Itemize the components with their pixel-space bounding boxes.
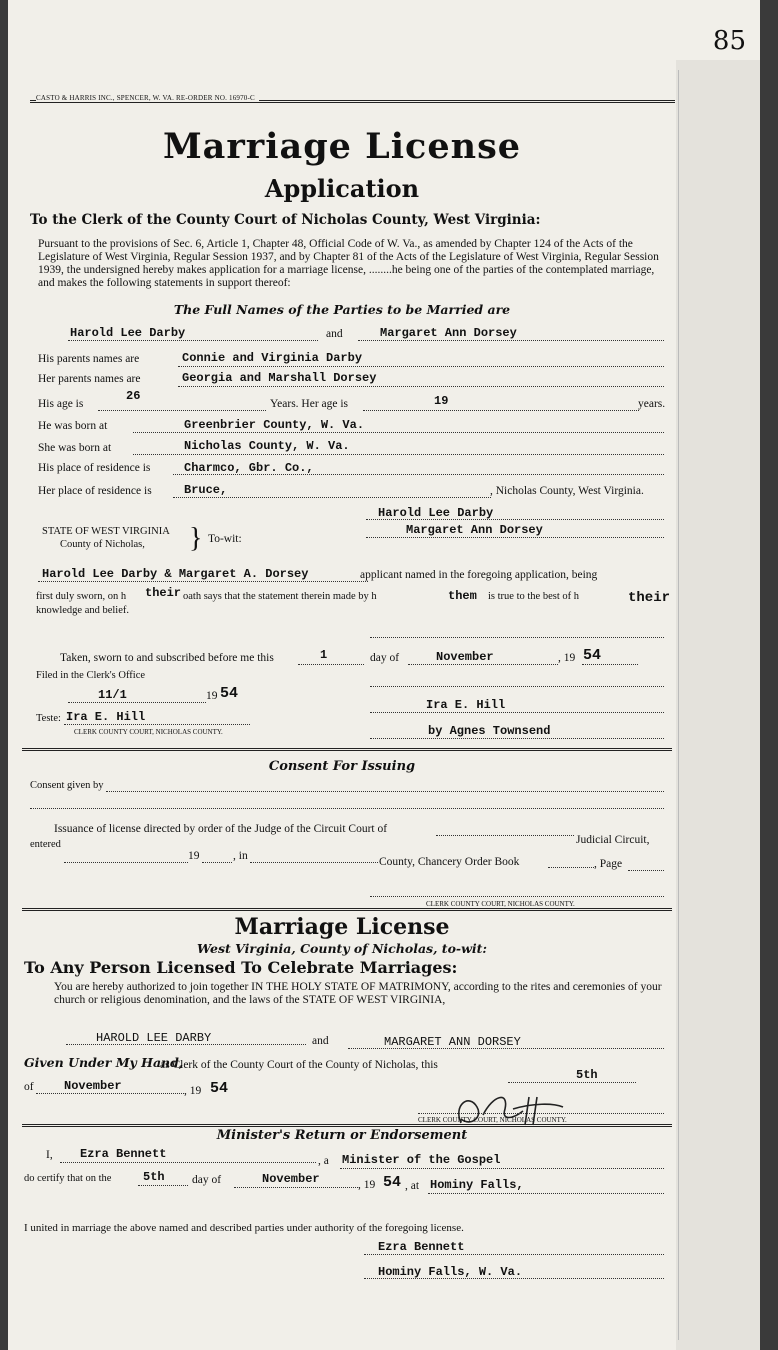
oath-their-1: their — [145, 586, 182, 600]
given-year-prefix: , 19 — [184, 1085, 202, 1097]
filed-label: Filed in the Clerk's Office — [36, 670, 146, 681]
oath-names: Harold Lee Darby & Margaret A. Dorsey — [42, 567, 309, 581]
applicant-signature-bride: Margaret Ann Dorsey — [406, 523, 543, 537]
consent-line-2 — [30, 808, 664, 809]
he-born: Greenbrier County, W. Va. — [184, 418, 365, 432]
his-parents-label: His parents names are — [38, 353, 140, 365]
given-day-line — [508, 1082, 636, 1083]
her-parents-label: Her parents names are — [38, 373, 141, 385]
entered-year-prefix: 19 — [188, 850, 200, 862]
section-rule-2 — [22, 908, 672, 911]
she-born-line — [133, 454, 664, 455]
sworn-label: Taken, sworn to and subscribed before me this — [60, 652, 274, 664]
his-residence: Charmco, Gbr. Co., — [184, 461, 314, 475]
entered-label: entered — [30, 839, 61, 850]
intro-paragraph: Pursuant to the provisions of Sec. 6, Article 1, Chapter 48, Official Code of W. Va., as amended by Chapter 124 of the Acts of the Legislature of West Virginia, Regular Session 1937, and by Chapter 81 of the Acts of the Legislature of West Virginia, Regular Session 1939, the undersigned hereby makes application for a marriage license, ........he being one of the parties of the contemplated marriage, and makes the following statements in support thereof: — [38, 238, 659, 289]
license-bride: MARGARET ANN DORSEY — [384, 1035, 521, 1049]
adjacent-page-edge — [676, 60, 760, 1350]
license-to: To Any Person Licensed To Celebrate Marriages: — [24, 958, 458, 977]
entered-line — [64, 862, 188, 863]
brace-symbol: } — [189, 523, 203, 554]
license-county: West Virginia, County of Nicholas, to-wit: — [197, 941, 487, 956]
he-born-label: He was born at — [38, 420, 108, 432]
given-under: Given Under My Hand, — [24, 1055, 184, 1070]
filed-year: 54 — [220, 685, 239, 702]
a-label: , a — [318, 1155, 329, 1167]
license-clerk-line — [418, 1113, 664, 1114]
teste-label: Teste: — [36, 713, 61, 724]
married-place: Hominy Falls, — [430, 1178, 524, 1192]
minister-title: Minister of the Gospel — [342, 1153, 501, 1167]
filed-date: 11/1 — [98, 688, 127, 702]
bride-name: Margaret Ann Dorsey — [380, 326, 517, 340]
given-month-line — [36, 1093, 184, 1094]
oath-text-2c: is true to the best of h — [488, 591, 579, 602]
i-label: I, — [46, 1149, 53, 1161]
oath-sig-line — [370, 637, 664, 638]
form-subtitle: Application — [264, 174, 420, 203]
his-parents: Connie and Virginia Darby — [182, 351, 363, 365]
clerk-caption-2: CLERK COUNTY COURT, NICHOLAS COUNTY. — [426, 900, 575, 908]
oath-text-1: applicant named in the foregoing application, being — [360, 569, 598, 581]
married-month: November — [262, 1172, 320, 1186]
his-age-line — [98, 410, 266, 411]
applicant-signature-groom: Harold Lee Darby — [378, 506, 494, 520]
applicant-sig-line-2 — [366, 537, 664, 538]
sworn-year: 54 — [583, 647, 602, 664]
married-place-line — [428, 1193, 664, 1194]
minister-heading: Minister's Return or Endorsement — [216, 1128, 468, 1143]
his-parents-line — [178, 366, 664, 367]
clerk-sig-line — [370, 712, 664, 713]
her-residence-label: Her place of residence is — [38, 485, 152, 497]
clerk-signature: Ira E. Hill — [426, 698, 506, 712]
her-residence-suffix: , Nicholas County, West Virginia. — [490, 485, 644, 497]
and-label: and — [326, 328, 343, 340]
married-day-of: day of — [192, 1174, 222, 1186]
form-title: Marriage License — [162, 126, 522, 167]
oath-text-2a: first duly sworn, on h — [36, 591, 127, 602]
sworn-month-line — [408, 664, 558, 665]
clerk-blank-line — [370, 686, 664, 687]
her-age: 19 — [434, 394, 449, 408]
filed-year-prefix: 19 — [206, 690, 218, 702]
oath-their-2: their — [628, 590, 671, 606]
deputy-sig-line — [370, 738, 664, 739]
minister-title-line — [340, 1168, 664, 1169]
document-page — [8, 0, 760, 1350]
oath-text-3: knowledge and belief. — [36, 605, 130, 616]
she-born: Nicholas County, W. Va. — [184, 439, 350, 453]
day-of-label: day of — [370, 652, 400, 664]
county-label: County of Nicholas, — [60, 539, 145, 550]
license-groom: HAROLD LEE DARBY — [96, 1031, 212, 1045]
consent-heading: Consent For Issuing — [268, 759, 416, 774]
given-text: as Clerk of the County Court of the County of Nicholas, this — [160, 1059, 438, 1071]
oath-text-2b: oath says that the statement therein made by h — [183, 591, 377, 602]
teste-name: Ira E. Hill — [66, 710, 146, 724]
license-paragraph: You are hereby authorized to join together IN THE HOLY STATE OF MATRIMONY, according to the rites and ceremonies of your church or religious denomination, and the laws of the STATE OF WEST VIRGINIA, — [54, 981, 662, 1006]
minister-name: Ezra Bennett — [80, 1147, 167, 1161]
page-number: 85 — [712, 26, 746, 56]
certify-label: do certify that on the — [24, 1173, 112, 1184]
she-born-label: She was born at — [38, 442, 112, 454]
minister-name-line — [60, 1162, 316, 1163]
deputy-signature: by Agnes Townsend — [428, 724, 551, 738]
years-her-age-label: Years. Her age is — [270, 398, 349, 410]
united-text: I united in marriage the above named and described parties under authority of the foregoing license. — [24, 1222, 464, 1234]
her-age-line — [363, 410, 639, 411]
printer-imprint: CASTO & HARRIS INC., SPENCER, W. VA. RE-ORDER NO. 16970-C — [36, 94, 259, 102]
entered-year-line — [202, 862, 232, 863]
chancery-label: County, Chancery Order Book — [379, 856, 520, 868]
to-wit: To-wit: — [208, 533, 242, 545]
groom-name: Harold Lee Darby — [70, 326, 186, 340]
page-line — [628, 870, 664, 871]
groom-name-line — [68, 340, 318, 341]
at-label: , at — [405, 1180, 420, 1192]
he-born-line — [133, 432, 664, 433]
section-rule-3 — [22, 1124, 672, 1127]
issuance-label: Issuance of license directed by order of the Judge of the Circuit Court of — [54, 823, 388, 835]
married-year-prefix: , 19 — [358, 1179, 376, 1191]
married-day-line — [138, 1185, 188, 1186]
minister-address: Hominy Falls, W. Va. — [378, 1265, 523, 1279]
sworn-day: 1 — [320, 648, 328, 662]
married-day: 5th — [143, 1170, 165, 1184]
given-month: November — [64, 1079, 122, 1093]
in-label: , in — [233, 850, 248, 862]
given-day: 5th — [576, 1068, 598, 1082]
license-and: and — [312, 1035, 329, 1047]
names-heading: The Full Names of the Parties to be Married are — [173, 302, 511, 317]
her-parents: Georgia and Marshall Dorsey — [182, 371, 377, 385]
his-residence-label: His place of residence is — [38, 462, 151, 474]
sworn-month: November — [436, 650, 494, 664]
his-age-label: His age is — [38, 398, 84, 410]
circuit-line — [436, 835, 574, 836]
bride-name-line — [358, 340, 664, 341]
page-fold-line — [678, 70, 679, 1340]
section-rule-1 — [22, 748, 672, 751]
sworn-year-line — [582, 664, 638, 665]
filed-date-line — [68, 702, 206, 703]
teste-line — [64, 724, 250, 725]
clerk-caption: CLERK COUNTY COURT, NICHOLAS COUNTY. — [74, 728, 223, 736]
consent-clerk-line — [370, 896, 664, 897]
minister-signature: Ezra Bennett — [378, 1240, 465, 1254]
state-label: STATE OF WEST VIRGINIA — [42, 526, 170, 537]
years-label: years. — [638, 398, 666, 410]
her-residence-line — [173, 497, 491, 498]
married-month-line — [234, 1187, 358, 1188]
his-age: 26 — [126, 389, 141, 403]
page-label: , Page — [594, 858, 623, 870]
her-parents-line — [178, 386, 664, 387]
married-year: 54 — [383, 1174, 402, 1191]
minister-sig-line — [364, 1254, 664, 1255]
license-title: Marriage License — [234, 914, 450, 940]
clerk-caption-3: CLERK COUNTY COURT, NICHOLAS COUNTY. — [418, 1116, 567, 1124]
given-year: 54 — [210, 1080, 229, 1097]
oath-names-line — [38, 581, 368, 582]
book-line — [548, 867, 594, 868]
oath-them: them — [448, 589, 477, 603]
sworn-day-line — [298, 664, 364, 665]
county-line — [250, 862, 378, 863]
her-residence: Bruce, — [184, 483, 228, 497]
consent-line-1 — [106, 791, 664, 792]
judicial-circuit-label: Judicial Circuit, — [576, 834, 650, 846]
addressee: To the Clerk of the County Court of Nicholas County, West Virginia: — [30, 212, 541, 228]
consent-label: Consent given by — [30, 780, 104, 791]
of-label: of — [24, 1081, 34, 1093]
sworn-year-prefix: , 19 — [558, 652, 576, 664]
